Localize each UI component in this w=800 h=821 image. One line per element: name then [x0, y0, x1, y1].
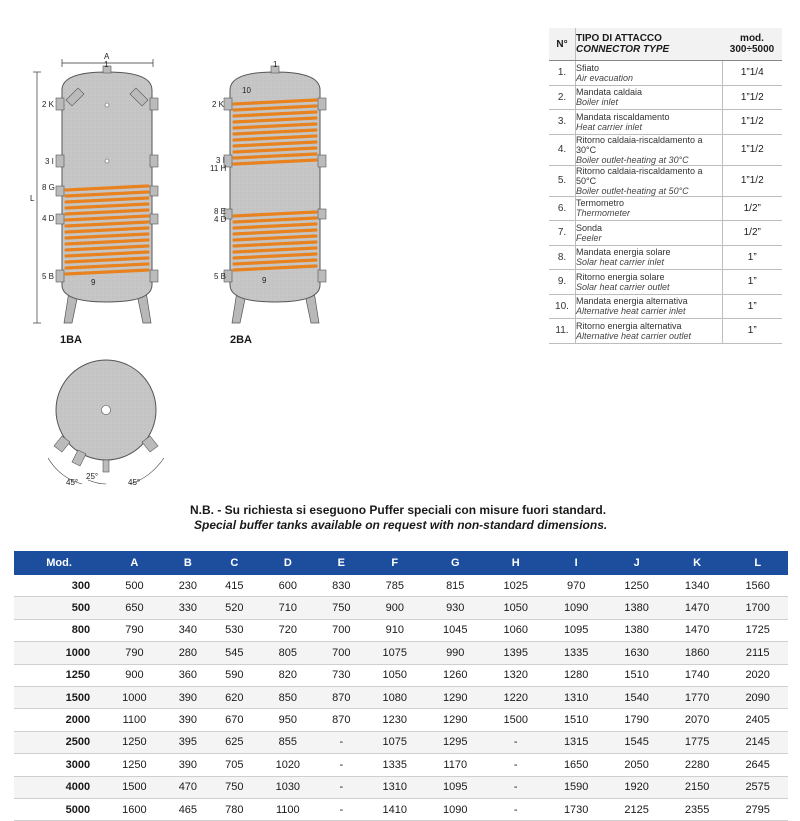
dim-cell: 1380 [606, 619, 666, 641]
dim-cell: 1290 [425, 686, 485, 708]
dim-cell: 2070 [667, 709, 727, 731]
connector-size: 1”1/4 [722, 61, 782, 86]
connector-no: 3. [549, 110, 576, 135]
dim-cell: 1095 [546, 619, 606, 641]
connector-desc-en: Alternative heat carrier inlet [576, 306, 686, 317]
connector-size: 1” [722, 319, 782, 344]
dim-cell: 805 [258, 642, 318, 664]
dim-cell: 1250 [104, 754, 164, 776]
dim-row [14, 686, 788, 708]
connector-no: 7. [549, 221, 576, 246]
dim-cell: - [318, 776, 364, 798]
dim-cell: 1095 [425, 776, 485, 798]
dim-cell: 1310 [546, 686, 606, 708]
dim-cell: 2280 [667, 754, 727, 776]
dim-cell: 1510 [606, 664, 666, 686]
dim-cell: 705 [211, 754, 257, 776]
dim-model: 500 [14, 597, 104, 619]
dim-cell: 1290 [425, 709, 485, 731]
dim-cell: 470 [165, 776, 211, 798]
connector-row [549, 134, 782, 165]
dim-row [14, 709, 788, 731]
dim-cell: 1470 [667, 619, 727, 641]
dim-header: I [546, 551, 606, 575]
dim-row [14, 597, 788, 619]
dim-cell: 330 [165, 597, 211, 619]
dim-cell: 390 [165, 754, 211, 776]
dim-cell: 2575 [727, 776, 788, 798]
angle-mid: 25° [86, 472, 99, 481]
connector-desc-en: Solar heat carrier inlet [576, 257, 665, 268]
dim-cell: 1860 [667, 642, 727, 664]
dim-cell: 1730 [546, 798, 606, 820]
dim-cell: 780 [211, 798, 257, 820]
connector-row [549, 294, 782, 319]
dim-cell: 1080 [365, 686, 425, 708]
connector-table [549, 28, 782, 344]
dim-cell: 820 [258, 664, 318, 686]
dim-model: 2500 [14, 731, 104, 753]
dim-model: 300 [14, 575, 104, 597]
connector-no: 1. [549, 61, 576, 86]
dim-cell: 590 [211, 664, 257, 686]
connector-row [549, 270, 782, 295]
dim-header: E [318, 551, 364, 575]
dim-cell: - [318, 754, 364, 776]
connector-desc [576, 319, 723, 344]
tank2-port-5b: 5 B [214, 272, 227, 281]
dim-cell: 815 [425, 575, 485, 597]
connector-row [549, 110, 782, 135]
dim-model: 1000 [14, 642, 104, 664]
dim-cell: 1380 [606, 597, 666, 619]
tank1-port-9: 9 [91, 278, 96, 287]
dim-cell: 700 [318, 642, 364, 664]
connector-desc [576, 134, 723, 165]
dim-cell: 1000 [104, 686, 164, 708]
dim-model: 1500 [14, 686, 104, 708]
dim-cell: 2150 [667, 776, 727, 798]
dim-row [14, 575, 788, 597]
dim-cell: 390 [165, 686, 211, 708]
tank2-port-3i: 3 I [216, 156, 225, 165]
connector-desc [576, 196, 723, 221]
dim-cell: 990 [425, 642, 485, 664]
dim-cell: 2795 [727, 798, 788, 820]
dim-cell: 500 [104, 575, 164, 597]
connector-desc-en: Thermometer [576, 208, 631, 219]
connector-row [549, 85, 782, 110]
connector-no: 2. [549, 85, 576, 110]
dim-header: D [258, 551, 318, 575]
dim-model: 5000 [14, 798, 104, 820]
dim-header: L [727, 551, 788, 575]
col-type: TIPO DI ATTACCO CONNECTOR TYPE [576, 28, 723, 61]
dim-cell: 1630 [606, 642, 666, 664]
dim-cell: 620 [211, 686, 257, 708]
connector-desc-it: Mandata caldaia [576, 87, 643, 98]
dim-cell: 415 [211, 575, 257, 597]
dim-cell: 2405 [727, 709, 788, 731]
dim-cell: 1590 [546, 776, 606, 798]
dim-cell: 1100 [258, 798, 318, 820]
dim-cell: 1920 [606, 776, 666, 798]
dim-row [14, 798, 788, 820]
connector-desc-en: Solar heat carrier outlet [576, 281, 670, 292]
dim-cell: 1545 [606, 731, 666, 753]
dim-cell: - [485, 731, 545, 753]
connector-desc-en: Air evacuation [576, 72, 634, 83]
dim-cell: 545 [211, 642, 257, 664]
tank2-port-2k: 2 K [212, 100, 225, 109]
dim-cell: 2090 [727, 686, 788, 708]
dim-cell: 1045 [425, 619, 485, 641]
dim-cell: 1740 [667, 664, 727, 686]
dim-cell: 600 [258, 575, 318, 597]
dim-cell: 830 [318, 575, 364, 597]
connector-row [549, 319, 782, 344]
dim-a-label: A [104, 52, 110, 61]
dim-cell: 530 [211, 619, 257, 641]
dim-cell: 395 [165, 731, 211, 753]
connector-desc-it: Termometro [576, 198, 625, 209]
dim-cell: 1250 [104, 731, 164, 753]
dim-cell: 2355 [667, 798, 727, 820]
connector-desc-it: Ritorno energia alternativa [576, 320, 682, 331]
dim-cell: 280 [165, 642, 211, 664]
connector-desc-it: Mandata riscaldamento [576, 111, 670, 122]
dim-cell: 855 [258, 731, 318, 753]
note-italian: N.B. - Su richiesta si eseguono Puffer speciali con misure fuori standard. [190, 503, 607, 517]
dim-cell: 900 [365, 597, 425, 619]
dim-cell: 785 [365, 575, 425, 597]
dim-model: 800 [14, 619, 104, 641]
dim-cell: 1500 [485, 709, 545, 731]
connector-desc-it: Ritorno energia solare [576, 271, 665, 282]
tank-top-view [48, 360, 164, 484]
tank2-port-4d: 4 D [214, 215, 227, 224]
connector-row [549, 245, 782, 270]
dim-cell: 1770 [667, 686, 727, 708]
connector-desc [576, 270, 723, 295]
dim-cell: 1090 [425, 798, 485, 820]
dim-cell: 1170 [425, 754, 485, 776]
dim-cell: 970 [546, 575, 606, 597]
dim-cell: 750 [318, 597, 364, 619]
connector-size: 1/2” [722, 196, 782, 221]
dim-cell: 790 [104, 619, 164, 641]
dim-cell: 1230 [365, 709, 425, 731]
dim-cell: 465 [165, 798, 211, 820]
connector-desc-en: Feeler [576, 232, 602, 243]
dim-header: F [365, 551, 425, 575]
dim-cell: 1220 [485, 686, 545, 708]
connector-desc-en: Boiler inlet [576, 97, 619, 108]
dim-header: C [211, 551, 257, 575]
dim-cell: 1560 [727, 575, 788, 597]
dim-cell: 1315 [546, 731, 606, 753]
dim-cell: 1090 [546, 597, 606, 619]
connector-size: 1”1/2 [722, 134, 782, 165]
dim-cell: 1050 [485, 597, 545, 619]
connector-no: 9. [549, 270, 576, 295]
connector-size: 1” [722, 245, 782, 270]
connector-desc-it: Sfiato [576, 62, 600, 73]
dim-cell: 1075 [365, 642, 425, 664]
dim-header: H [485, 551, 545, 575]
dim-cell: 520 [211, 597, 257, 619]
tank1-port-5b: 5 B [42, 272, 55, 281]
connector-no: 10. [549, 294, 576, 319]
col-no: N° [549, 28, 576, 61]
connector-desc-it: Ritorno caldaia-riscaldamento a 30°C [576, 134, 703, 155]
dim-header: J [606, 551, 666, 575]
dim-cell: 1335 [546, 642, 606, 664]
dim-cell: 1470 [667, 597, 727, 619]
connector-desc-it: Ritorno caldaia-riscaldamento a 50°C [576, 165, 703, 186]
tank1-port-3i: 3 I [45, 157, 54, 166]
connector-desc [576, 110, 723, 135]
note-english: Special buffer tanks available on request with non-standard dimensions. [194, 518, 608, 532]
dim-cell: - [485, 798, 545, 820]
connector-no: 11. [549, 319, 576, 344]
connector-desc [576, 221, 723, 246]
tank2-port-10: 10 [242, 86, 251, 95]
dim-cell: 900 [104, 664, 164, 686]
connector-no: 4. [549, 134, 576, 165]
dim-header: Mod. [14, 551, 104, 575]
tank2-port-1: 1 [273, 60, 278, 69]
col-mod: mod. 300÷5000 [722, 28, 782, 61]
connector-desc [576, 165, 723, 196]
dim-cell: 2125 [606, 798, 666, 820]
dim-cell: 1280 [546, 664, 606, 686]
dim-cell: - [318, 798, 364, 820]
connector-size: 1/2” [722, 221, 782, 246]
dim-cell: 1600 [104, 798, 164, 820]
connector-desc [576, 294, 723, 319]
dim-cell: 1025 [485, 575, 545, 597]
dim-cell: 670 [211, 709, 257, 731]
dim-cell: 2645 [727, 754, 788, 776]
tank1-port-1: 1 [104, 60, 109, 69]
dim-cell: 1725 [727, 619, 788, 641]
connector-desc-en: Boiler outlet-heating at 30°C [576, 154, 689, 165]
dim-cell: 1340 [667, 575, 727, 597]
dim-cell: 1075 [365, 731, 425, 753]
dim-cell: 700 [318, 619, 364, 641]
dim-header: A [104, 551, 164, 575]
dim-cell: 2145 [727, 731, 788, 753]
dim-cell: 930 [425, 597, 485, 619]
dim-cell: - [318, 731, 364, 753]
connector-desc [576, 85, 723, 110]
tank1-name: 1BA [60, 334, 83, 346]
connector-row [549, 221, 782, 246]
tank1-port-2k: 2 K [42, 100, 55, 109]
connector-desc-en: Alternative heat carrier outlet [576, 330, 692, 341]
tank2-name: 2BA [230, 334, 253, 346]
dim-cell: 870 [318, 686, 364, 708]
tank-drawings [0, 0, 540, 500]
dim-cell: 1790 [606, 709, 666, 731]
dim-cell: 2050 [606, 754, 666, 776]
dim-cell: 1050 [365, 664, 425, 686]
dim-cell: 625 [211, 731, 257, 753]
dim-model: 1250 [14, 664, 104, 686]
connector-size: 1” [722, 294, 782, 319]
dim-cell: 710 [258, 597, 318, 619]
connector-no: 8. [549, 245, 576, 270]
dim-row [14, 776, 788, 798]
dim-header: B [165, 551, 211, 575]
dim-cell: 1650 [546, 754, 606, 776]
dim-cell: - [485, 754, 545, 776]
dim-row [14, 754, 788, 776]
dim-cell: 1310 [365, 776, 425, 798]
dim-cell: 1395 [485, 642, 545, 664]
dim-cell: 650 [104, 597, 164, 619]
tank-2ba [224, 66, 326, 323]
dim-cell: - [485, 776, 545, 798]
dim-cell: 870 [318, 709, 364, 731]
dim-cell: 750 [211, 776, 257, 798]
dim-cell: 390 [165, 709, 211, 731]
connector-desc-it: Sonda [576, 222, 603, 233]
dim-cell: 950 [258, 709, 318, 731]
dim-cell: 1540 [606, 686, 666, 708]
dim-cell: 1410 [365, 798, 425, 820]
connector-size: 1”1/2 [722, 85, 782, 110]
tank2-port-9: 9 [262, 276, 267, 285]
dim-cell: 360 [165, 664, 211, 686]
dim-cell: 1700 [727, 597, 788, 619]
dim-cell: 1100 [104, 709, 164, 731]
dim-cell: 1500 [104, 776, 164, 798]
dim-row [14, 619, 788, 641]
connector-no: 5. [549, 165, 576, 196]
connector-desc-it: Mandata energia solare [576, 247, 671, 258]
connector-size: 1”1/2 [722, 165, 782, 196]
dim-cell: 910 [365, 619, 425, 641]
connector-no: 6. [549, 196, 576, 221]
connector-desc-it: Mandata energia alternativa [576, 296, 688, 307]
dim-cell: 230 [165, 575, 211, 597]
connector-row [549, 61, 782, 86]
dim-cell: 1510 [546, 709, 606, 731]
dim-cell: 1030 [258, 776, 318, 798]
connector-desc-en: Boiler outlet-heating at 50°C [576, 185, 689, 196]
dim-cell: 730 [318, 664, 364, 686]
dim-l-label: L [30, 194, 35, 203]
dim-cell: 1250 [606, 575, 666, 597]
dim-cell: 2020 [727, 664, 788, 686]
angle-left: 45° [66, 478, 79, 487]
dim-cell: 1320 [485, 664, 545, 686]
dim-cell: 1335 [365, 754, 425, 776]
connector-desc [576, 61, 723, 86]
connector-row [549, 196, 782, 221]
dim-model: 3000 [14, 754, 104, 776]
dim-row [14, 642, 788, 664]
dim-cell: 2115 [727, 642, 788, 664]
dim-cell: 1020 [258, 754, 318, 776]
dim-row [14, 731, 788, 753]
dim-cell: 850 [258, 686, 318, 708]
dim-cell: 340 [165, 619, 211, 641]
dim-row [14, 664, 788, 686]
dim-cell: 1295 [425, 731, 485, 753]
dim-cell: 720 [258, 619, 318, 641]
dim-cell: 1775 [667, 731, 727, 753]
tank2-port-11h: 11 H [210, 164, 227, 173]
dim-cell: 790 [104, 642, 164, 664]
dimension-table [14, 551, 788, 821]
dim-cell: 1060 [485, 619, 545, 641]
dim-cell: 1260 [425, 664, 485, 686]
tank1-port-8g: 8 G [42, 183, 55, 192]
angle-right: 45° [128, 478, 141, 487]
dim-header: G [425, 551, 485, 575]
connector-row [549, 165, 782, 196]
dim-header: K [667, 551, 727, 575]
connector-size: 1”1/2 [722, 110, 782, 135]
tank2-port-8e: 8 E [214, 207, 227, 216]
connector-size: 1” [722, 270, 782, 295]
dim-model: 2000 [14, 709, 104, 731]
dim-model: 4000 [14, 776, 104, 798]
tank1-port-4d: 4 D [42, 214, 55, 223]
connector-desc-en: Heat carrier inlet [576, 121, 643, 132]
connector-desc [576, 245, 723, 270]
